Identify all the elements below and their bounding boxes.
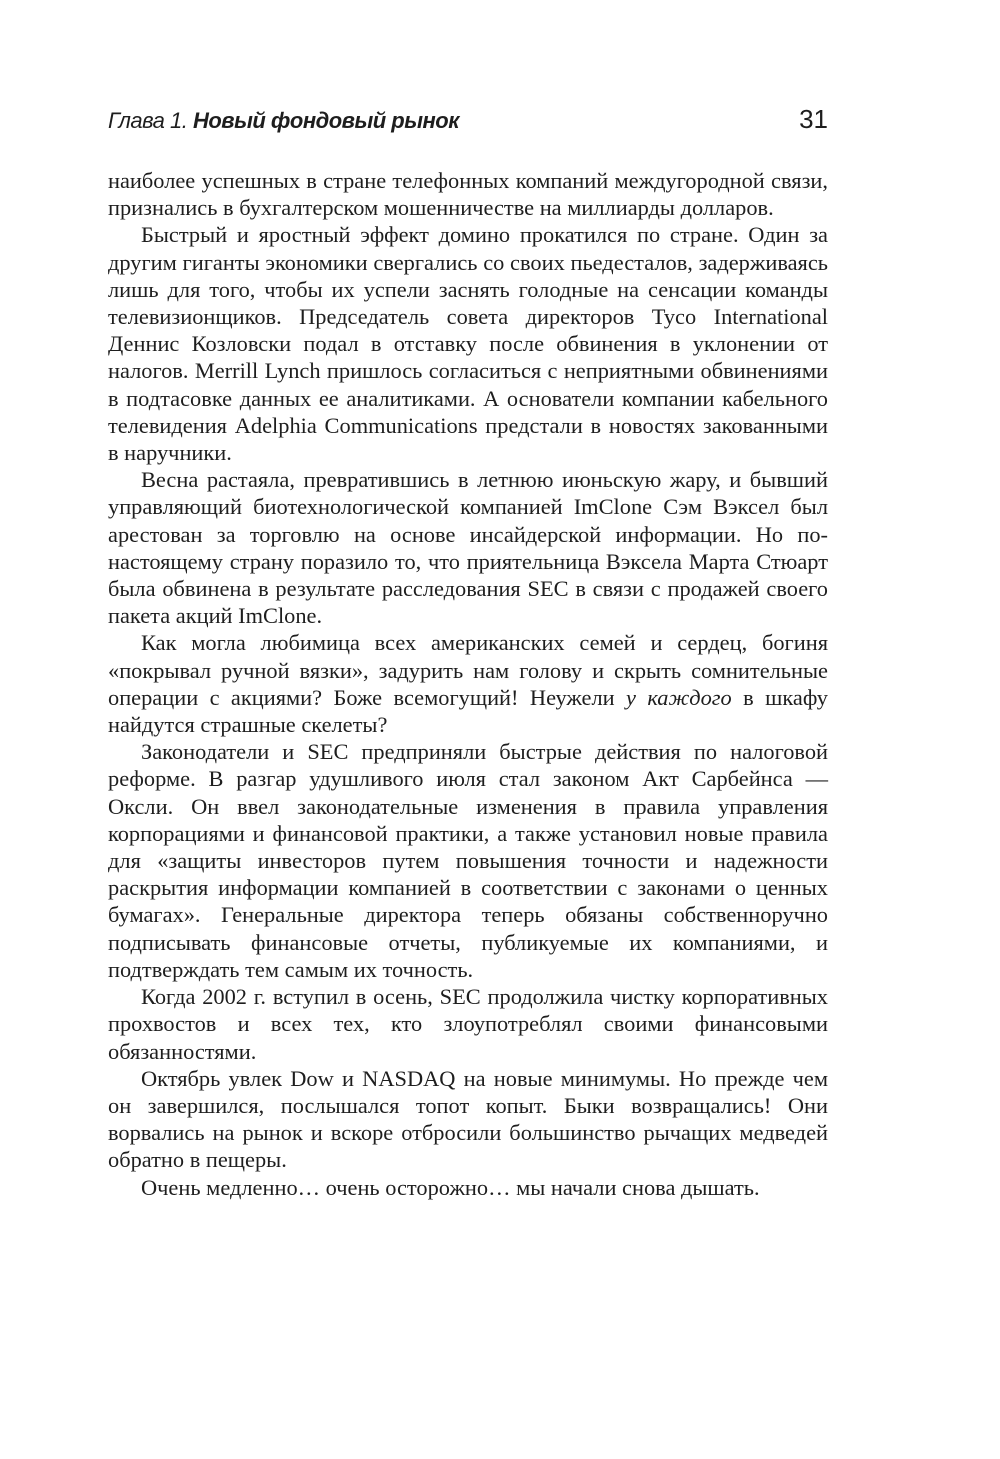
chapter-title: Новый фондовый рынок (192, 108, 459, 133)
body-text (108, 167, 828, 1201)
chapter-heading (108, 108, 459, 134)
paragraph-4-end: в шкафу найдутся страшные скелеты? (108, 684, 828, 738)
running-head (108, 104, 828, 138)
paragraph-3: Весна растаяла, превратившись в летнюю июньскую жару, и бывший управляющий биотехнологической компанией ImClone Сэм Вэксел был арестован за торговлю на основе инсайдерской информации. Но по-настоящему страну поразило то, что приятельница Вэксела Марта Стюарт была обвинена в результате расследования SEC в связи с продажей своего пакета акций ImClone. (108, 467, 828, 629)
page-number: 31 (799, 104, 828, 134)
paragraph-5: Законодатели и SEC предприняли быстрые действия по налоговой реформе. В разгар удушливого июля стал законом Акт Сарбейнса — Оксли. Он ввел законодательные изменения в правила управления корпорациями и финансовой практики, а также установил новые правила для «защиты инвесторов путем повышения точности и надежности раскрытия информации компанией в соответствии с законами о ценных бумагах». Генеральные директора теперь обязаны собственноручно подписывать финансовые отчеты, публикуемые их компаниями, и подтверждать тем самым их точность. (108, 739, 828, 982)
paragraph-2: Быстрый и яростный эффект домино прокатился по стране. Один за другим гиганты экономики свергались со своих пьедесталов, задерживаясь лишь для того, чтобы их успели заснять голодные на сенсации команды телевизионщиков. Председатель совета директоров Tyco International Деннис Козловски подал в отставку после обвинения в уклонении от налогов. Merrill Lynch пришлось согласиться с неприятными обвинениями в подтасовке данных ее аналитиками. А основатели компании кабельного телевидения Adelphia Communications предстали в новостях закованными в наручники. (108, 222, 828, 466)
paragraph-4-emphasis: у каждого (626, 684, 732, 710)
paragraph-6: Когда 2002 г. вступил в осень, SEC продолжила чистку корпоративных прохвостов и всех тех, кто злоупотреблял своими финансовыми обязанностями. (108, 984, 828, 1064)
paragraph-4-start: Как могла любимица всех американских семей и сердец, богиня «покрывал ручной вязки», задурить нам голову и скрыть сомнительные операции с акциями? Боже всемогущий! Неужели (108, 630, 828, 710)
paragraph-7: Октябрь увлек Dow и NASDAQ на новые минимумы. Но прежде чем он завершился, послышался топот копыт. Быки возвращались! Они ворвались на рынок и вскоре отбросили большинство рычащих медведей обратно в пещеры. (108, 1065, 828, 1173)
chapter-label: Глава 1. (108, 108, 188, 133)
paragraph-1: наиболее успешных в стране телефонных компаний междугородной связи, признались в бухгалтерском мошенничестве на миллиарды долларов. (108, 168, 828, 221)
paragraph-8: Очень медленно… очень осторожно… мы начали снова дышать. (141, 1174, 760, 1200)
paragraph-4 (108, 629, 828, 738)
